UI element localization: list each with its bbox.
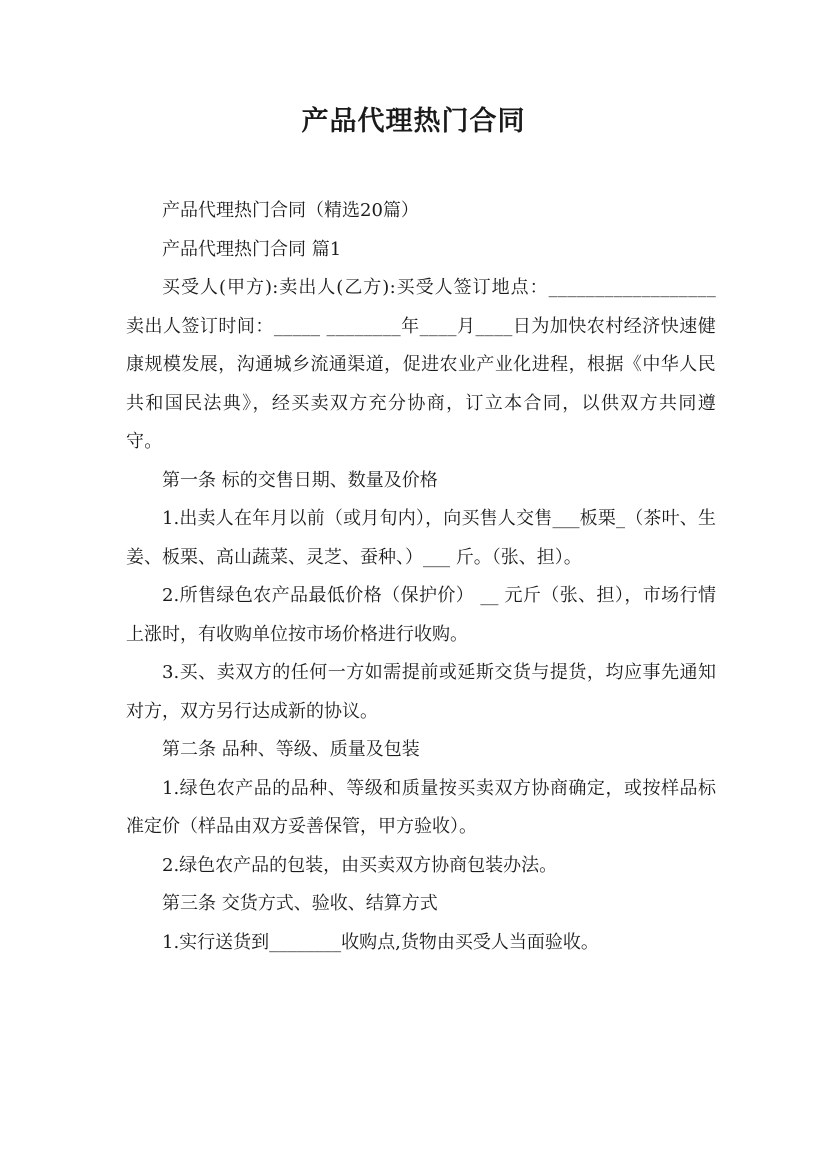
article-2-heading: 第二条 品种、等级、质量及包装 [162, 739, 420, 760]
article-1-clause-1: 1.出卖人在年月以前（或月旬内），向买售人交售___板栗_（茶叶、生姜、板栗、高山蔬菜、灵芝、蚕种、）___ 斤。（张、担）。 [126, 508, 716, 568]
document-title: 产品代理热门合同 [301, 106, 526, 137]
article-3-clause-1: 1.实行送货到________收购点,货物由买受人当面验收。 [162, 931, 599, 953]
document-body [126, 192, 716, 962]
paragraph-preamble: 买受人(甲方):卖出人(乙方):买受人签订地点：__________________卖出人签订时间：_____ ________年____月____日为加快农村经济快速健康规模发展，沟通城乡流通渠道，促进农业产业化进程，根据《中华人民共和国民法典》，经买卖双方充分协商，订立本合同，以供双方共同遵守。 [126, 277, 716, 452]
article-1-heading: 第一条 标的交售日期、数量及价格 [162, 469, 438, 491]
paragraph-part-heading: 产品代理热门合同 篇1 [162, 238, 342, 260]
article-2-clause-2: 2.绿色农产品的包装，由买卖双方协商包装办法。 [162, 854, 558, 876]
article-1-clause-2: 2.所售绿色农产品最低价格（保护价） __ 元斤（张、担），市场行情上涨时，有收购单位按市场价格进行收购。 [126, 585, 716, 645]
article-1-clause-3: 3.买、卖双方的任何一方如需提前或延斯交货与提货，均应事先通知对方，双方另行达成新的协议。 [126, 662, 716, 722]
article-3-heading: 第三条 交货方式、验收、结算方式 [162, 893, 438, 914]
paragraph-subtitle: 产品代理热门合同（精选20篇） [162, 200, 419, 221]
article-2-clause-1: 1.绿色农产品的品种、等级和质量按买卖双方协商确定，或按样品标准定价（样品由双方妥善保管，甲方验收）。 [126, 777, 716, 837]
